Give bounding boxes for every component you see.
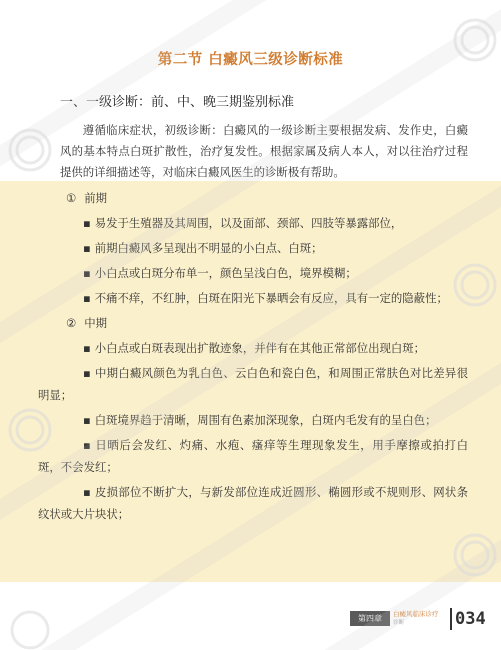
series-label: [393, 610, 449, 628]
stage-item: [38, 434, 468, 478]
stage-item: [38, 409, 468, 431]
bullet-icon: ▪: [83, 241, 91, 255]
stage-number: ②: [66, 316, 77, 330]
stage-heading-middle: [38, 312, 468, 334]
stage-item-text: 小白点或白斑表现出扩散迹象，并伴有在其他正常部位出现白斑；: [94, 341, 426, 355]
intro-paragraph: 遵循临床症状，初级诊断：白癜风的一级诊断主要根据发病、发作史，白癜风的基本特点白斑扩散性，治疗复发性。根据家属及病人本人，对以往治疗过程提供的详细描述等，对临床白癜风医生的诊断极有帮助。: [60, 123, 468, 179]
stage-number: ①: [66, 191, 77, 205]
stage-item-text: 日晒后会发红、灼痛、水疱、瘙痒等生理现象发生，用手摩擦或拍打白斑，不会发红；: [38, 438, 468, 474]
bullet-icon: ▪: [83, 341, 91, 355]
stage-item: [38, 287, 468, 309]
page-title: 第二节 白癜风三级诊断标准: [157, 52, 344, 68]
stages-panel: [0, 181, 501, 582]
bullet-icon: ▪: [83, 266, 91, 280]
bullet-icon: ▪: [83, 413, 91, 427]
bullet-icon: ▪: [83, 291, 91, 305]
stage-item-text: 中期白癜风颜色为乳白色、云白色和瓷白色，和周围正常肤色对比差异很明显；: [38, 366, 468, 402]
stage-item-text: 不痛不痒，不红肿，白斑在阳光下暴晒会有反应，具有一定的隐蔽性；: [94, 291, 448, 305]
series-line-2: 诊断: [393, 620, 405, 626]
stage-heading-early: [38, 187, 468, 209]
stage-item-text: 皮损部位不断扩大，与新发部位连成近圆形、椭圆形或不规则形、网状条纹状或大片块状；: [38, 485, 468, 521]
stage-item: [38, 262, 468, 284]
bullet-icon: ▪: [83, 216, 91, 230]
stage-item-text: 小白点或白斑分布单一，颜色呈浅白色，境界模糊；: [94, 266, 357, 280]
stage-item: [38, 337, 468, 359]
stage-item: [38, 362, 468, 406]
stage-item: [38, 237, 468, 259]
section-heading: 一、一级诊断：前、中、晚三期鉴别标准: [60, 95, 295, 110]
stage-item-text: 前期白癜风多呈现出不明显的小白点、白斑；: [94, 241, 323, 255]
stage-item-text: 白斑境界趋于清晰，周围有色素加深现象，白斑内毛发有的呈白色；: [94, 413, 437, 427]
page-footer: [350, 608, 490, 630]
stage-item-text: 易发于生殖器及其周围，以及面部、颈部、四肢等暴露部位，: [94, 216, 403, 230]
series-line-1: 白癜风临床诊疗: [393, 610, 439, 618]
bullet-icon: ▪: [83, 366, 91, 380]
stage-item: [38, 481, 468, 525]
bullet-icon: ▪: [83, 438, 91, 452]
stages-content: [38, 187, 468, 525]
stage-label: 前期: [84, 191, 108, 205]
stage-item: [38, 212, 468, 234]
stage-label: 中期: [84, 316, 108, 330]
chapter-tab: 第四章: [350, 611, 390, 626]
page-number: 034: [450, 608, 486, 630]
bullet-icon: ▪: [83, 485, 91, 499]
